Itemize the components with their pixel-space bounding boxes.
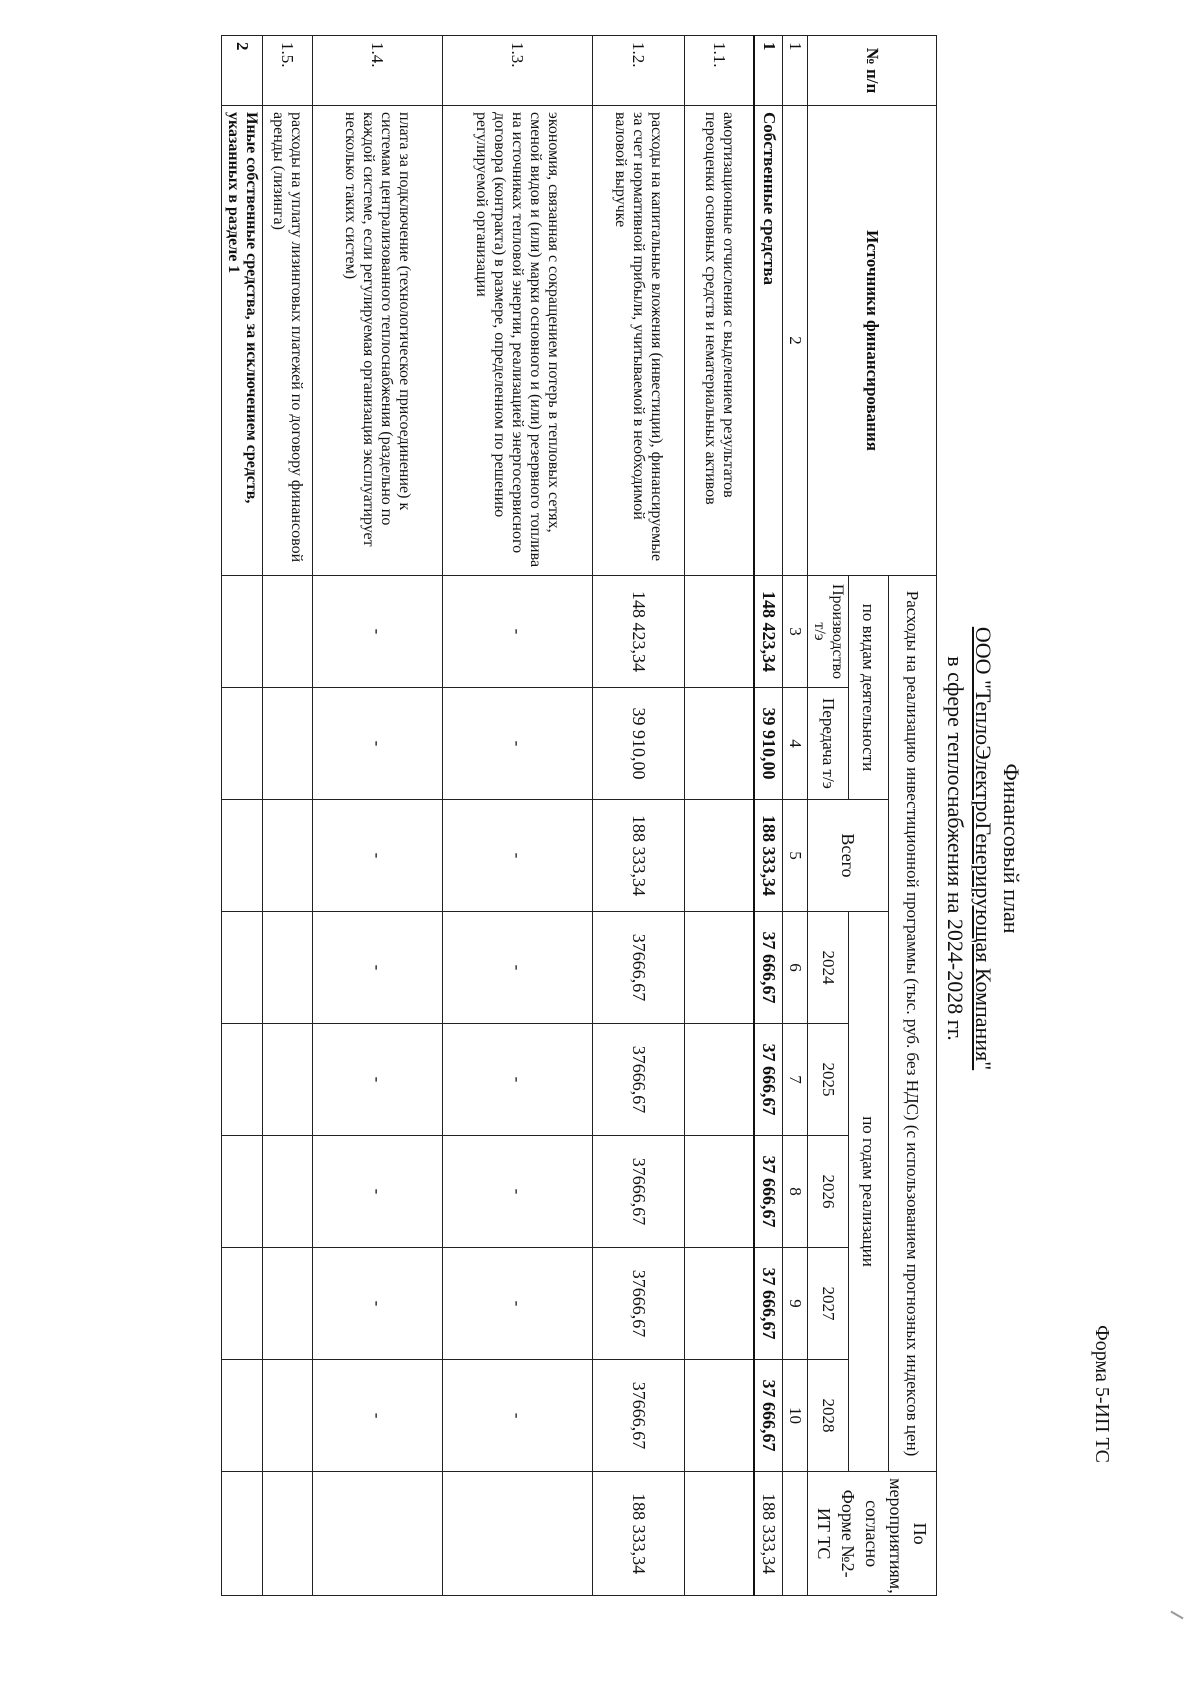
row-source: расходы на уплату лизинговых платежей по договору финансовой аренды (лизинга) bbox=[263, 106, 313, 576]
cell-2027 bbox=[222, 1248, 263, 1360]
cell-transfer: 39 910,00 bbox=[755, 688, 783, 800]
cell-total: 188 333,34 bbox=[755, 800, 783, 912]
cell-transfer: - bbox=[313, 688, 443, 800]
cell-measures bbox=[263, 1472, 313, 1596]
column-number-3: 3 bbox=[783, 576, 808, 688]
row-source: экономия, связанная с сокращением потерь в тепловых сетях, сменой видов и (или) марки основного и (или) резервного топлива на источниках тепловой энергии, реализацией энергосервисного договора (контракта) в размере, определенном по решению регулируемой организации bbox=[443, 106, 593, 576]
column-number-4: 4 bbox=[783, 688, 808, 800]
row-number: 1.4. bbox=[313, 36, 443, 106]
cell-total bbox=[263, 800, 313, 912]
financial-plan-table bbox=[221, 35, 937, 1596]
cell-transfer: - bbox=[443, 688, 593, 800]
cell-2028: 37666,67 bbox=[593, 1360, 685, 1472]
cell-total bbox=[222, 800, 263, 912]
cell-2025: 37 666,67 bbox=[755, 1024, 783, 1136]
table-row bbox=[222, 36, 263, 1596]
cell-total bbox=[685, 800, 755, 912]
header-year-2024: 2024 bbox=[808, 912, 849, 1024]
cell-2024: 37 666,67 bbox=[755, 912, 783, 1024]
cell-2027 bbox=[685, 1248, 755, 1360]
header-source: Источники финансирования bbox=[808, 106, 937, 576]
cell-production bbox=[685, 576, 755, 688]
cell-production: - bbox=[313, 576, 443, 688]
row-number: 2 bbox=[222, 36, 263, 106]
cell-2025: - bbox=[313, 1024, 443, 1136]
cell-2025 bbox=[685, 1024, 755, 1136]
cell-production bbox=[222, 576, 263, 688]
cell-2028: - bbox=[313, 1360, 443, 1472]
scan-mark bbox=[1170, 1611, 1183, 1620]
cell-measures: 188 333,34 bbox=[755, 1472, 783, 1596]
cell-2026: - bbox=[313, 1136, 443, 1248]
cell-2024 bbox=[222, 912, 263, 1024]
cell-2024: - bbox=[443, 912, 593, 1024]
organization-name: ООО "ТеплоЭлектроГенерирующая Компания" bbox=[971, 626, 996, 1071]
cell-2024: 37666,67 bbox=[593, 912, 685, 1024]
table-row bbox=[755, 36, 783, 1596]
row-number: 1.5. bbox=[263, 36, 313, 106]
row-number: 1 bbox=[755, 36, 783, 106]
cell-2028 bbox=[263, 1360, 313, 1472]
cell-2027: - bbox=[313, 1248, 443, 1360]
cell-2026: 37 666,67 bbox=[755, 1136, 783, 1248]
row-source: Иные собственные средства, за исключением средств, указанных в разделе 1 bbox=[222, 106, 263, 576]
cell-2027 bbox=[263, 1248, 313, 1360]
header-number: № п/п bbox=[808, 36, 937, 106]
row-source: Собственные средства bbox=[755, 106, 783, 576]
cell-2027: 37666,67 bbox=[593, 1248, 685, 1360]
document-header bbox=[941, 0, 1025, 1697]
cell-2028 bbox=[685, 1360, 755, 1472]
header-production: Производство т/э bbox=[808, 576, 849, 688]
cell-2028: - bbox=[443, 1360, 593, 1472]
form-label: Форма 5-ИП ТС bbox=[1091, 1325, 1113, 1463]
cell-2024: - bbox=[313, 912, 443, 1024]
document-subtitle: в сфере теплоснабжения на 2024-2028 гг. bbox=[943, 656, 968, 1041]
cell-production: 148 423,34 bbox=[593, 576, 685, 688]
header-year-2025: 2025 bbox=[808, 1024, 849, 1136]
table-row bbox=[263, 36, 313, 1596]
cell-measures bbox=[222, 1472, 263, 1596]
header-year-2027: 2027 bbox=[808, 1248, 849, 1360]
cell-measures: 188 333,34 bbox=[593, 1472, 685, 1596]
cell-transfer bbox=[222, 688, 263, 800]
cell-total: - bbox=[313, 800, 443, 912]
cell-2027: - bbox=[443, 1248, 593, 1360]
cell-2025: - bbox=[443, 1024, 593, 1136]
column-number-blank bbox=[783, 1472, 808, 1596]
header-by-years: по годам реализации bbox=[849, 912, 889, 1472]
table-row bbox=[685, 36, 755, 1596]
header-group: Расходы на реализацию инвестиционной программы (тыс. руб. без НДС) (с использованием прогнозных индексов цен) bbox=[889, 576, 937, 1472]
row-source: амортизационные отчисления с выделением результатов переоценки основных средств и нематериальных активов bbox=[685, 106, 755, 576]
header-year-2028: 2028 bbox=[808, 1360, 849, 1472]
column-number-8: 8 bbox=[783, 1136, 808, 1248]
column-number-2: 2 bbox=[783, 106, 808, 576]
cell-2026: - bbox=[443, 1136, 593, 1248]
row-source: плата за подключение (технологическое присоединение) к системам централизованного теплоснабжения (раздельно по каждой системе, если регулируемая организация эксплуатирует несколько таких систем) bbox=[313, 106, 443, 576]
cell-2027: 37 666,67 bbox=[755, 1248, 783, 1360]
cell-production bbox=[263, 576, 313, 688]
cell-2028 bbox=[222, 1360, 263, 1472]
table-row bbox=[313, 36, 443, 1596]
cell-measures bbox=[443, 1472, 593, 1596]
row-number: 1.2. bbox=[593, 36, 685, 106]
column-number-6: 6 bbox=[783, 912, 808, 1024]
document-title: Финансовый план bbox=[999, 763, 1024, 934]
cell-2026 bbox=[263, 1136, 313, 1248]
cell-measures bbox=[313, 1472, 443, 1596]
header-total: Всего bbox=[808, 800, 889, 912]
cell-2025 bbox=[263, 1024, 313, 1136]
cell-2028: 37 666,67 bbox=[755, 1360, 783, 1472]
cell-production: 148 423,34 bbox=[755, 576, 783, 688]
cell-measures bbox=[685, 1472, 755, 1596]
cell-total: 188 333,34 bbox=[593, 800, 685, 912]
column-number-1: 1 bbox=[783, 36, 808, 106]
header-year-2026: 2026 bbox=[808, 1136, 849, 1248]
cell-total: - bbox=[443, 800, 593, 912]
table-row bbox=[593, 36, 685, 1596]
cell-transfer bbox=[685, 688, 755, 800]
column-number-5: 5 bbox=[783, 800, 808, 912]
cell-transfer bbox=[263, 688, 313, 800]
table-row bbox=[443, 36, 593, 1596]
cell-2026 bbox=[222, 1136, 263, 1248]
header-by-activity: по видам деятельности bbox=[849, 576, 889, 800]
cell-2026 bbox=[685, 1136, 755, 1248]
row-source: расходы на капитальные вложения (инвестиции), финансируемые за счет нормативной прибыли, учитываемой в необходимой валовой выручке bbox=[593, 106, 685, 576]
cell-2025 bbox=[222, 1024, 263, 1136]
header-transfer: Передача т/э bbox=[808, 688, 849, 800]
cell-2025: 37666,67 bbox=[593, 1024, 685, 1136]
cell-transfer: 39 910,00 bbox=[593, 688, 685, 800]
cell-production: - bbox=[443, 576, 593, 688]
column-number-10: 10 bbox=[783, 1360, 808, 1472]
cell-2024 bbox=[263, 912, 313, 1024]
cell-2026: 37666,67 bbox=[593, 1136, 685, 1248]
row-number: 1.1. bbox=[685, 36, 755, 106]
cell-2024 bbox=[685, 912, 755, 1024]
row-number: 1.3. bbox=[443, 36, 593, 106]
column-number-7: 7 bbox=[783, 1024, 808, 1136]
header-measures: По мероприятиям, согласно Форме №2-ИТ ТС bbox=[808, 1472, 937, 1596]
column-number-9: 9 bbox=[783, 1248, 808, 1360]
